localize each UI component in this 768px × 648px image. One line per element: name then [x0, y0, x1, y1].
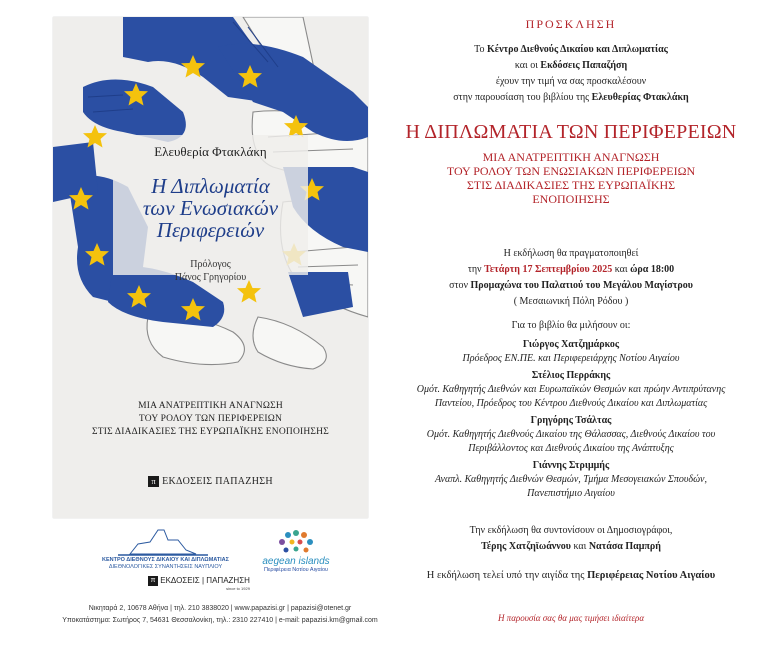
publisher-logo-icon: π [148, 476, 159, 487]
coordinator-line [396, 539, 746, 555]
center-logo-icon [118, 530, 208, 555]
book-title: Η ΔΙΠΛΩΜΑΤΙΑ ΤΩΝ ΠΕΡΙΦΕΡΕΙΩΝ [405, 121, 737, 143]
center-logo-text [78, 557, 253, 571]
center-logo-line: ΚΕΝΤΡΟ ΔΙΕΘΝΟΥΣ ΔΙΚΑΙΟΥ ΚΑΙ ΔΙΠΛΩΜΑΤΙΑΣ [102, 557, 229, 563]
publisher-host-name: Εκδόσεις Παπαζήση [540, 60, 628, 71]
book-subtitle-line: ΜΙΑ ΑΝΑΤΡΕΠΤΙΚΗ ΑΝΑΓΝΩΣΗ [482, 150, 660, 164]
speakers-intro: Για το βιβλίο θα μιλήσουν οι: [511, 320, 631, 331]
auspices-region: Περιφέρειας Νοτίου Αιγαίου [587, 570, 716, 581]
cover-author: Ελευθερία Φτακλάκη [154, 144, 267, 159]
speaker-name: Γρηγόρης Τσάλτας [530, 415, 612, 426]
speaker-block [396, 459, 746, 501]
speaker-role: Περιβάλλοντος και Διεθνούς Δικαίου της Ανάπτυξης [468, 443, 674, 454]
intro-line [396, 58, 746, 74]
event-line: ( Μεσαιωνική Πόλη Ρόδου ) [513, 296, 629, 307]
event-text: στον [449, 280, 471, 291]
center-logo-line: ΔΙΕΘΝΟΛΟΓΙΚΕΣ ΣΥΝΑΝΤΗΣΕΙΣ ΝΑΥΠΛΙΟΥ [108, 564, 223, 570]
intro-text: Το [474, 44, 488, 55]
intro-line [396, 90, 746, 106]
papazisi-right: ΠΑΠΑΖΗΣΗ [206, 576, 250, 586]
cover-title-line: Περιφερειών [156, 218, 265, 242]
footer-logos [78, 522, 368, 592]
speaker-name: Γιάννης Στριμμής [532, 460, 610, 471]
speaker-name: Γιώργος Χατζημάρκος [522, 339, 620, 350]
event-date: Τετάρτη 17 Σεπτεμβρίου 2025 [484, 264, 613, 275]
speaker-role: Αναπλ. Καθηγητής Διεθνών Θεσμών, Τμήμα Μεσογειακών Σπουδών, [435, 474, 707, 485]
papazisi-since: since to 1929 [226, 586, 250, 591]
papazisi-left: ΕΚΔΟΣΕΙΣ [160, 576, 200, 586]
event-line [396, 278, 746, 294]
cover-subtitle-line: ΜΙΑ ΑΝΑΤΡΕΠΤΙΚΗ ΑΝΑΓΝΩΣΗ [138, 401, 283, 411]
cover-subtitle-line: ΣΤΙΣ ΔΙΑΔΙΚΑΣΙΕΣ ΤΗΣ ΕΥΡΩΠΑΪΚΗΣ ΕΝΟΠΟΙΗΣΗΣ [92, 427, 329, 437]
publisher-name: ΕΚΔΟΣΕΙΣ ΠΑΠΑΖΗΣΗ [162, 476, 273, 487]
intro-line: έχουν την τιμή να σας προσκαλέσουν [495, 76, 647, 87]
auspices-text: Η εκδήλωση τελεί υπό την αιγίδα της [426, 570, 588, 581]
event-details [396, 246, 746, 310]
speaker-role: Πανεπιστήμιο Αιγαίου [527, 488, 615, 499]
speaker-block [396, 414, 746, 456]
event-line: Η εκδήλωση θα πραγματοποιηθεί [503, 248, 639, 259]
book-subtitle-line: ΕΝΟΠΟΙΗΣΗΣ [532, 192, 610, 206]
cover-title [53, 175, 368, 241]
invitation-heading: ΠΡΟΣΚΛΗΣΗ [525, 17, 617, 31]
book-subtitle [396, 150, 746, 206]
publisher-branch-address: Υποκατάστημα: Σωτήρος 7, 54631 Θεσσαλονίκη, τηλ.: 2310 227410 | e-mail: papazisi.km@gmail.com [62, 617, 378, 624]
event-text: και [612, 264, 631, 275]
intro-text: στην παρουσίαση του βιβλίου της [453, 92, 592, 103]
event-time: ώρα 18:00 [630, 264, 675, 275]
speaker-role: Ομότ. Καθηγητής Διεθνών και Ευρωπαϊκών Θεσμών και πρώην Αντιπρύτανης [416, 384, 726, 395]
book-cover [53, 17, 368, 518]
aegean-islands-logo-icon [279, 530, 313, 553]
aegean-region-label: Περιφέρεια Νοτίου Αιγαίου [263, 567, 329, 573]
coordinator-name: Τέρης Χατζηϊωάννου [481, 541, 571, 552]
speaker-block [396, 338, 746, 366]
speaker-role: Ομότ. Καθηγητής Διεθνούς Δικαίου της Θάλασσας, Διεθνούς Δικαίου του [426, 429, 716, 440]
event-text: την [467, 264, 485, 275]
coordinator-name: Νατάσα Παμπρή [588, 541, 661, 552]
host-name: Κέντρο Διεθνούς Δικαίου και Διπλωματίας [487, 44, 668, 55]
invitation-intro [396, 42, 746, 106]
auspices [396, 568, 746, 584]
speaker-name: Στέλιος Περράκης [531, 370, 611, 381]
publisher-address: Νικηταρά 2, 10678 Αθήνα | τηλ. 210 3838020 | www.papazisi.gr | papazisi@otenet.gr [88, 605, 352, 612]
coordinator-text: και [570, 541, 589, 552]
cover-publisher [53, 476, 368, 487]
cover-subtitle [53, 400, 368, 439]
cover-subtitle-line: ΤΟΥ ΡΟΛΟΥ ΤΩΝ ΠΕΡΙΦΕΡΕΙΩΝ [138, 414, 283, 424]
speaker-block [396, 369, 746, 411]
book-subtitle-line: ΣΤΙΣ ΔΙΑΔΙΚΑΣΙΕΣ ΤΗΣ ΕΥΡΩΠΑΪΚΗΣ [466, 178, 676, 192]
intro-text: και οι [514, 60, 541, 71]
coordinators [396, 523, 746, 555]
coordinator-line: Την εκδήλωση θα συντονίσουν οι Δημοσιογράφοι, [469, 525, 673, 536]
cover-title-line: των Ενωσιακών [142, 196, 279, 220]
aegean-islands-word: aegean islands [262, 556, 330, 567]
author-name: Ελευθερίας Φτακλάκη [591, 92, 689, 103]
papazisi-logo: π ΕΚΔΟΣΕΙΣ | ΠΑΠΑΖΗΣΗ since to 1929 [148, 576, 250, 591]
papazisi-mark-icon: π [148, 576, 158, 586]
cover-title-line: Η Διπλωματία [151, 174, 270, 198]
preface-author: Πάνος Γρηγορίου [174, 272, 247, 283]
book-subtitle-line: ΤΟΥ ΡΟΛΟΥ ΤΩΝ ΕΝΩΣΙΑΚΩΝ ΠΕΡΙΦΕΡΕΙΩΝ [446, 164, 696, 178]
closing-note: Η παρουσία σας θα μας τιμήσει ιδιαίτερα [497, 613, 645, 623]
event-venue: Προμαχώνα του Παλατιού του Μεγάλου Μαγίστρου [470, 280, 693, 291]
speakers-section [396, 318, 746, 501]
event-line [396, 262, 746, 278]
speaker-role: Πρόεδρος ΕΝ.ΠΕ. και Περιφερειάρχης Νοτίου Αιγαίου [462, 353, 680, 364]
cover-preface [53, 258, 368, 284]
aegean-islands-logo [256, 556, 336, 573]
preface-label: Πρόλογος [190, 259, 231, 270]
speaker-role: Παντείου, Πρόεδρος του Κέντρου Διεθνούς Δικαίου και Διπλωματίας [434, 398, 708, 409]
intro-line [396, 42, 746, 58]
